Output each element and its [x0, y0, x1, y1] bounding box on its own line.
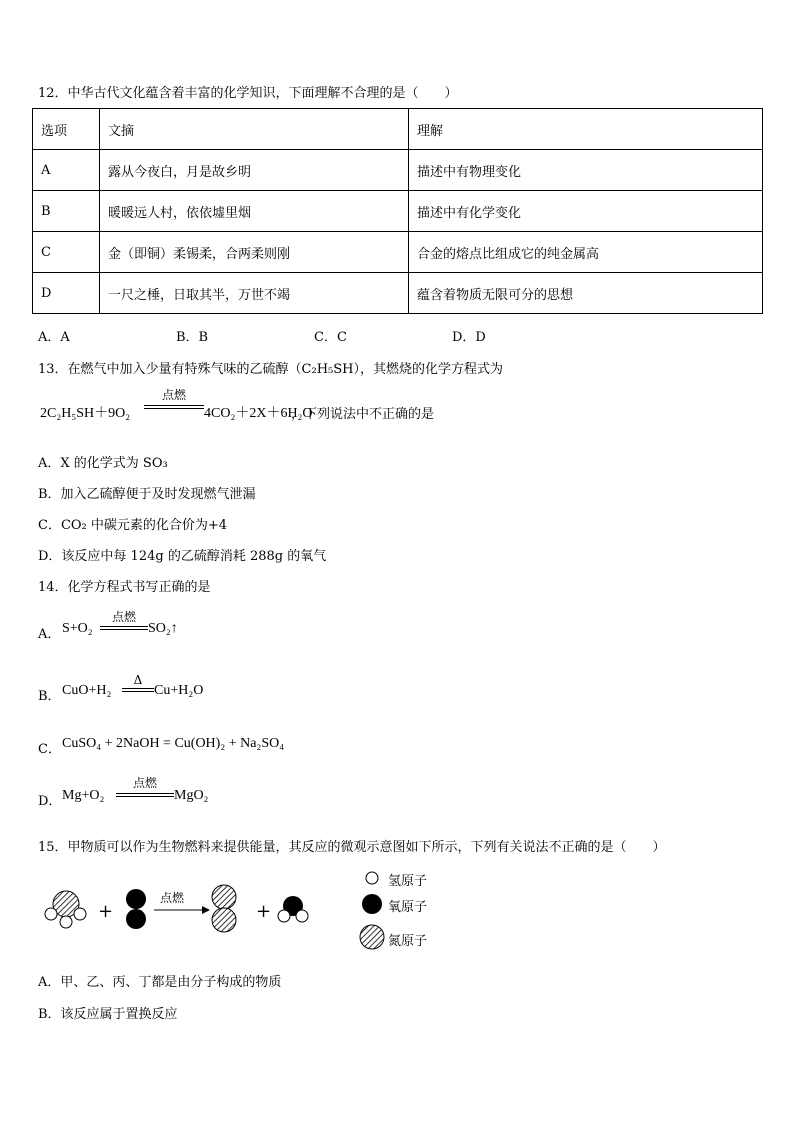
q14-b-left: CuO+H₂	[62, 683, 112, 698]
table-cell: 蕴含着物质无限可分的思想	[409, 273, 763, 314]
q14-a-right: SO₂↑	[148, 621, 178, 636]
table-row	[33, 191, 763, 232]
legend-hydrogen-icon	[366, 872, 378, 884]
legend-nitrogen-icon	[360, 925, 384, 949]
molecule-yi	[126, 889, 146, 929]
q13-stem: 13．在燃气中加入少量有特殊气味的乙硫醇（C₂H₅SH），其燃烧的化学方程式为	[38, 362, 503, 377]
q14-c-equation: CuSO₄ + 2NaOH = Cu(OH)₂ + Na₂SO₄	[62, 736, 285, 751]
q15-stem: 15．甲物质可以作为生物燃料来提供能量，其反应的微观示意图如下所示，下列有关说法不正确的是（ ）	[38, 840, 666, 855]
q13-eq-condition: 点燃	[161, 388, 186, 402]
q12-choice-b[interactable]: B．B	[176, 330, 209, 345]
table-cell: 描述中有物理变化	[409, 150, 763, 191]
q12-choice-d[interactable]: D．D	[452, 330, 486, 345]
q14-b-right: Cu+H₂O	[154, 683, 204, 698]
plus-sign: +	[256, 901, 272, 922]
q14-d-right: MgO₂	[174, 788, 209, 803]
table-header-cell: 文摘	[100, 109, 409, 150]
q14-a-condition: 点燃	[111, 610, 136, 624]
q14-d-left: Mg+O₂	[62, 788, 105, 803]
q12-choice-c[interactable]: C．C	[314, 330, 347, 345]
q13-option-b[interactable]: B．加入乙硫醇便于及时发现燃气泄漏	[38, 487, 256, 502]
q13-eq-tail: ，下列说法中不正确的是	[291, 407, 435, 422]
table-cell: 暖暖远人村，依依墟里烟	[100, 191, 409, 232]
reaction-diagram	[30, 862, 450, 952]
q13-eq-right: 4CO₂＋2X＋6H₂O	[204, 406, 313, 421]
table-cell: 合金的熔点比组成它的纯金属高	[409, 232, 763, 273]
double-arrow-line	[144, 405, 204, 409]
q14-option-c-label[interactable]: C．	[38, 742, 61, 757]
table-header-row	[33, 109, 763, 150]
table-header-cell: 选项	[33, 109, 100, 150]
legend-oxygen-label: 氧原子	[388, 900, 428, 915]
molecule-jia	[45, 891, 86, 928]
double-arrow-line	[116, 793, 174, 797]
molecule-bing	[212, 885, 236, 932]
q13-option-a[interactable]: A．X 的化学式为 SO₃	[38, 456, 168, 471]
q12-table	[32, 108, 763, 314]
table-cell: 描述中有化学变化	[409, 191, 763, 232]
legend-nitrogen-label: 氮原子	[388, 934, 428, 949]
double-arrow-line	[100, 626, 148, 630]
q12-choice-a[interactable]: A．A	[38, 330, 70, 345]
table-cell: 露从今夜白，月是故乡明	[100, 150, 409, 191]
q12-stem: 12．中华古代文化蕴含着丰富的化学知识，下面理解不合理的是（ ）	[38, 86, 458, 101]
q14-a-left: S+O₂	[62, 621, 93, 636]
table-row	[33, 273, 763, 314]
q13-eq-left: 2C₂H₅SH＋9O₂	[40, 406, 131, 421]
table-row	[33, 232, 763, 273]
table-cell: B	[33, 191, 100, 232]
table-cell: 金（即铜）柔锡柔，合两柔则刚	[100, 232, 409, 273]
q14-stem: 14．化学方程式书写正确的是	[38, 580, 211, 595]
double-arrow-line	[122, 688, 154, 692]
molecule-ding	[278, 896, 308, 922]
table-cell: D	[33, 273, 100, 314]
table-header-cell: 理解	[409, 109, 763, 150]
q14-option-a-label[interactable]: A．	[38, 627, 61, 642]
legend-hydrogen-label: 氢原子	[388, 874, 428, 889]
q14-option-d-label[interactable]: D．	[38, 794, 62, 809]
table-cell: 一尺之棰，日取其半，万世不竭	[100, 273, 409, 314]
q14-b-condition: Δ	[133, 673, 143, 687]
q13-option-d[interactable]: D．该反应中每 124g 的乙硫醇消耗 288g 的氧气	[38, 549, 327, 564]
table-cell: A	[33, 150, 100, 191]
q14-option-b-label[interactable]: B．	[38, 689, 61, 704]
reaction-arrow	[154, 906, 210, 914]
plus-sign: +	[98, 901, 114, 922]
arrow-condition: 点燃	[160, 891, 185, 905]
table-cell: C	[33, 232, 100, 273]
q15-option-b[interactable]: B．该反应属于置换反应	[38, 1007, 178, 1022]
table-row	[33, 150, 763, 191]
q14-d-condition: 点燃	[132, 776, 157, 790]
q13-option-c[interactable]: C．CO₂ 中碳元素的化合价为+4	[38, 518, 228, 533]
q15-option-a[interactable]: A．甲、乙、丙、丁都是由分子构成的物质	[38, 975, 282, 990]
legend-oxygen-icon	[362, 894, 382, 914]
